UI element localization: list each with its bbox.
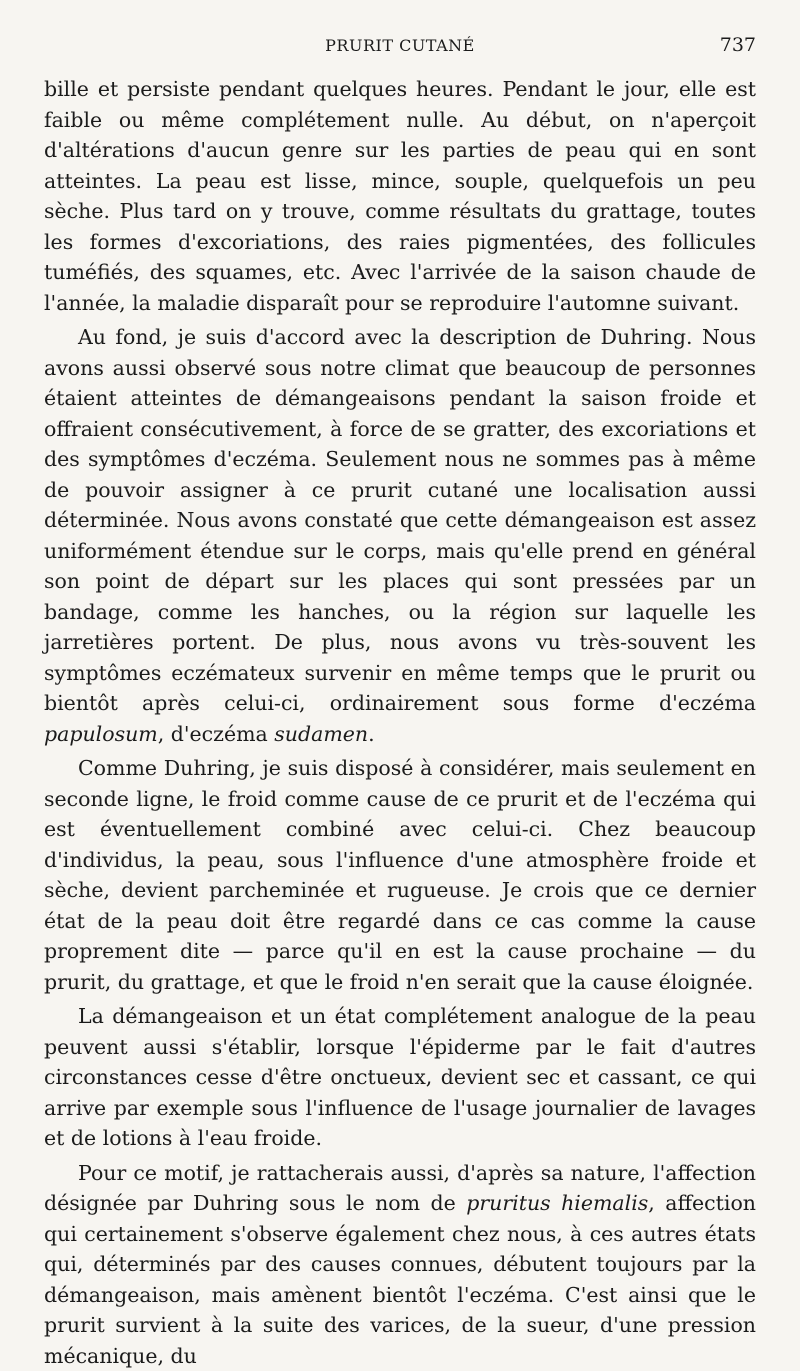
paragraph-3-text: Comme Duhring, je suis disposé à considérer, mais seulement en seconde ligne, le froid comme cause de ce prurit et de l'eczéma qui est éventuellement combiné avec celui-ci. Chez beaucoup d'individus, la peau, sous l'influence d'une atmosphère froide et sèche, devient parcheminée et rugueuse. Je crois que ce dernier état de la peau doit être regardé dans ce cas comme la cause proprement dite — parce qu'il en est la cause prochaine — du prurit, du grattage, et que le froid n'en serait que la cause éloignée. (44, 756, 756, 994)
body-text (44, 74, 756, 1371)
paragraph-5-text: Pour ce motif, je rattacherais aussi, d'après sa nature, l'affection désignée par Duhring sous le nom de (44, 1161, 756, 1216)
paragraph-2-text-2: , d'eczéma (158, 722, 275, 746)
paragraph-1-text: bille et persiste pendant quelques heures. Pendant le jour, elle est faible ou même complétement nulle. Au début, on n'aperçoit d'altérations d'aucun genre sur les parties de peau qui en sont atteintes. La peau est lisse, mince, souple, quelquefois un peu sèche. Plus tard on y trouve, comme résultats du grattage, toutes les formes d'excoriations, des raies pigmentées, des follicules tuméfiés, des squames, etc. Avec l'arrivée de la saison chaude de l'année, la maladie disparaît pour se reproduire l'automne suivant. (44, 77, 756, 315)
italic-term-sudamen: sudamen (274, 722, 368, 746)
running-title: PRURIT CUTANÉ (0, 36, 800, 55)
paragraph-5 (44, 1158, 756, 1371)
paragraph-3 (44, 753, 756, 997)
italic-term-pruritus-hiemalis: pruritus hiemalis (466, 1191, 648, 1215)
paragraph-5-text-2: , affection qui certainement s'observe également chez nous, à ces autres états qui, déterminés par des causes connues, débutent toujours par la démangeaison, mais amènent bientôt l'eczéma. C'est ainsi que le prurit survient à la suite des varices, de la sueur, d'une pression mécanique, du (44, 1191, 756, 1368)
paragraph-2-text-3: . (368, 722, 375, 746)
italic-term-papulosum: papulosum (44, 722, 158, 746)
running-head (0, 34, 800, 62)
paragraph-1 (44, 74, 756, 318)
paragraph-2 (44, 322, 756, 749)
paragraph-4 (44, 1001, 756, 1154)
paragraph-2-text: Au fond, je suis d'accord avec la description de Duhring. Nous avons aussi observé sous notre climat que beaucoup de personnes étaient atteintes de démangeaisons pendant la saison froide et offraient consécutivement, à force de se gratter, des excoriations et des symptômes d'eczéma. Seulement nous ne sommes pas à même de pouvoir assigner à ce prurit cutané une localisation aussi déterminée. Nous avons constaté que cette démangeaison est assez uniformément étendue sur le corps, mais qu'elle prend en général son point de départ sur les places qui sont pressées par un bandage, comme les hanches, ou la région sur laquelle les jarretières portent. De plus, nous avons vu très-souvent les symptômes eczémateux survenir en même temps que le prurit ou bientôt après celui-ci, ordinairement sous forme d'eczéma (44, 325, 756, 715)
paragraph-4-text: La démangeaison et un état complétement analogue de la peau peuvent aussi s'établir, lorsque l'épiderme par le fait d'autres circonstances cesse d'être onctueux, devient sec et cassant, ce qui arrive par exemple sous l'influence de l'usage journalier de lavages et de lotions à l'eau froide. (44, 1004, 756, 1150)
page-number: 737 (720, 34, 756, 56)
